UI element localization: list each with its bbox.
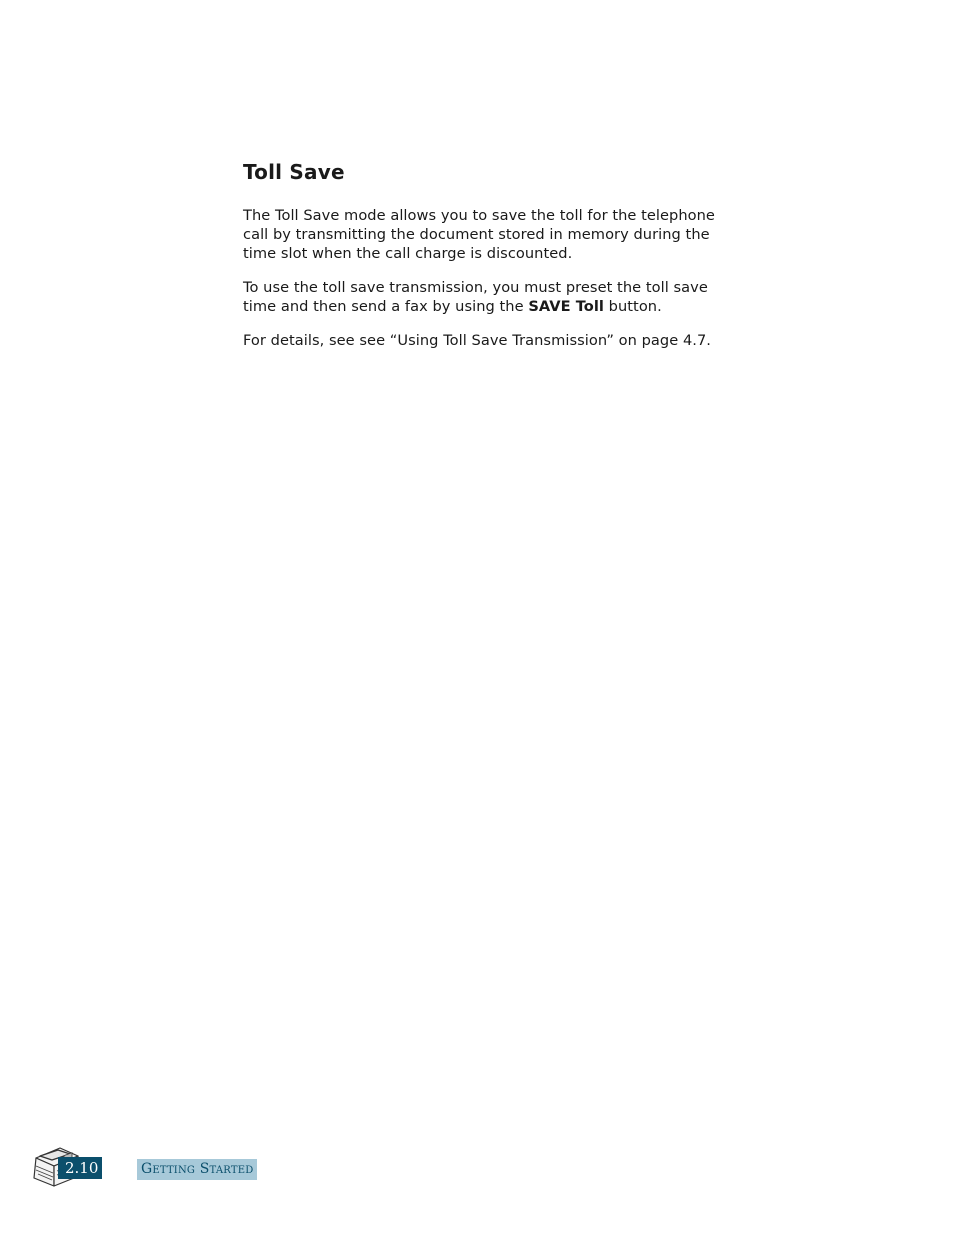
section-title: Toll Save bbox=[243, 160, 345, 184]
main-content bbox=[243, 160, 723, 365]
paragraph-reference: For details, see see “Using Toll Save Transmission” on page 4.7. bbox=[243, 332, 711, 349]
paragraph-intro: The Toll Save mode allows you to save the toll for the telephone call by transmitting the document stored in memory during the time slot when the call charge is discounted. bbox=[243, 207, 715, 262]
page-number: 2.10 bbox=[58, 1157, 102, 1179]
paragraph-usage-end: button. bbox=[603, 298, 662, 315]
chapter-title: Getting Started bbox=[137, 1159, 257, 1180]
save-toll-button-name: SAVE Toll bbox=[528, 298, 604, 315]
paragraph-usage bbox=[243, 278, 723, 316]
paragraph-usage-text: To use the toll save transmission, you must preset the toll save time and then send a fax by using the bbox=[243, 279, 708, 315]
